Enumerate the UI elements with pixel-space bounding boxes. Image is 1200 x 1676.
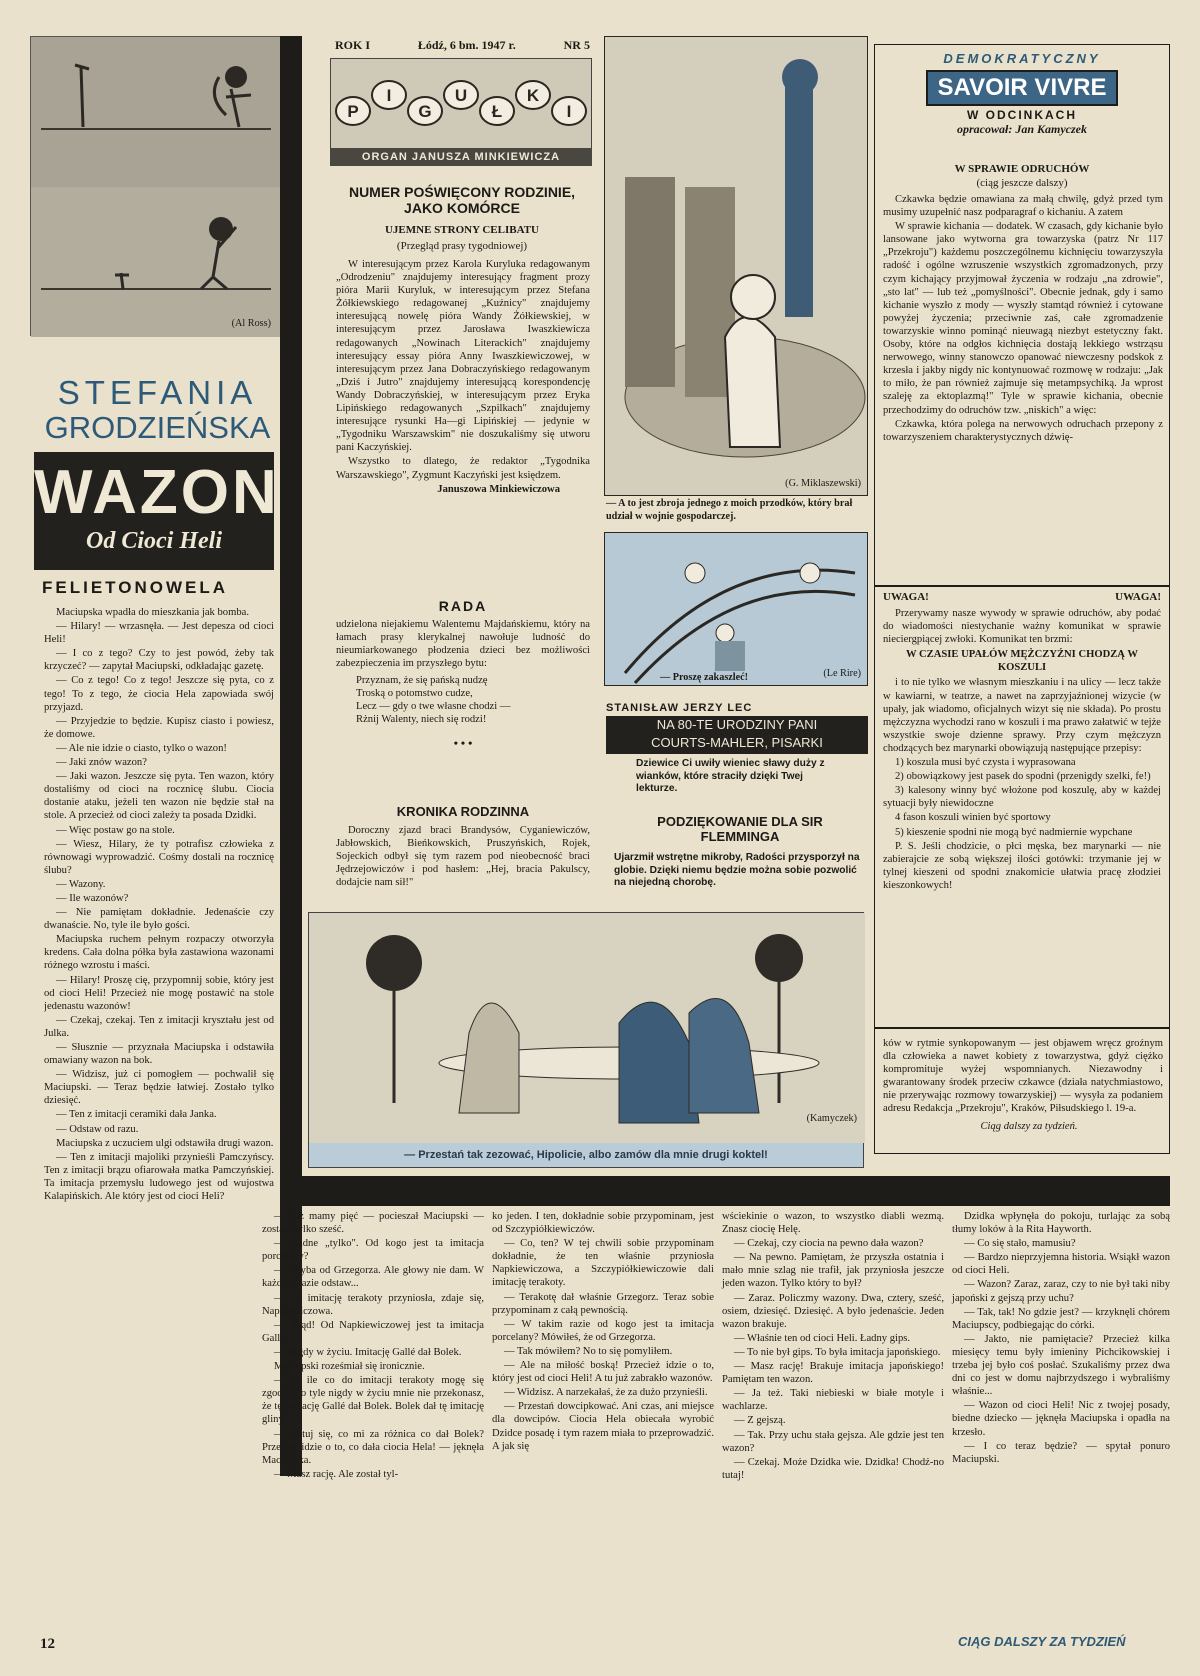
col2-p1: — Już mamy pięć — pocieszał Maciupski — zostało tylko sześć. (262, 1211, 484, 1236)
savoir-title: SAVOIR VIVRE (926, 70, 1119, 106)
rada-block (336, 618, 590, 751)
svg-text:G: G (418, 102, 432, 121)
col3-p4: — W takim razie od kogo jest ta imitacja porcelany? Mówiłeś, że od Grzegorza. (492, 1318, 714, 1343)
kronika-block (336, 824, 590, 890)
col2-p5: — Skąd! Od Napkiewiczowej jest ta imitacja Gallé. (262, 1319, 484, 1344)
col4-p7: — Masz rację! Brakuje imitacja japońskiego! Pamiętam ten wazon. (722, 1361, 944, 1386)
col2-p2: — Ładne „tylko". Od kogo jest ta imitacja porcelany? (262, 1238, 484, 1263)
masthead (335, 38, 590, 53)
col4-p5: — Właśnie ten od cioci Heli. Ładny gips. (734, 1332, 911, 1344)
col4-p3: — Na pewno. Pamiętam, że przyszła ostatnia i mało mnie szlag nie trafił, jak przyniosła jeszcze jeden wazon. Tylko który to był? (722, 1252, 944, 1290)
lec-author: STANISŁAW JERZY LEC (606, 702, 753, 714)
story-p7: — Jaki znów wazon? (56, 757, 147, 769)
story-p21: Maciupska z uczuciem ulgi odstawiła drugi wazon. (56, 1137, 274, 1149)
odruchy-p2: W sprawie kichania — dodatek. W czasach, gdy kichanie było lansowane jako wytworna gra towarzyska (patrz Nr 117 „Przekroju") każdemu poszczególnemu kichnięciu towarzyszyła radość i ogólne wzruszenie wszystkich zgromadzonych, przy czym kichający przyjmował życzenia w rodzaju „na zdrowie", „sto lat" — lub też „pomyślności". Obecnie jednak, gdy i samo kichanie wyszło z mody — wyszły stamtąd również i cytowane powyżej życzenia; przeciwnie zaś, całe zgromadzenie towarzyskie winno pominąć nieuwagą niezbyt estetyczny fakt. Osoby, które na odgłos kichnięcia dostają lekkiego wstrząsu nerwowego, winny stanowczo opanować niewczesny podskok z krzesła i jakby nigdy nic kontynuować rozmowę w rodzaju: „Jak to miło, że pan również zajmuje się metampsychiką. Ja wprost szaleję za ektoplazmą!" Tyle w sprawie kichania, obecnie przechodzimy do odruchów tzw. „niskich" a więc: (883, 221, 1163, 416)
savoir-continued (883, 1037, 1163, 1134)
svg-text:P: P (347, 102, 359, 121)
doctor-caption: — Proszę zakaszleć! (660, 672, 749, 683)
story-p17: — Słusznie — przyznała Maciupska i odstawiła omawiany wazon na bok. (44, 1042, 274, 1067)
pill-letter (552, 97, 586, 125)
cartoon-credit: (Al Ross) (231, 318, 271, 330)
story-p6: — Ale nie idzie o ciasto, tylko o wazon! (56, 742, 227, 754)
poem-line-4: Rżnij Walenty, niech się rodzi! (356, 714, 487, 726)
lec-title-2: COURTS-MAHLER, PISARKI (651, 735, 823, 750)
continued-footer: CIĄG DALSZY ZA TYDZIEŃ (958, 1634, 1126, 1649)
uwaga-body: Przerywamy nasze wywody w sprawie odruchów, aby podać do wiadomości niestychanie ważny komunikat w sprawie nieciergpiącej zwłoki. Komunikat ten brzmi: (883, 608, 1161, 646)
story-column-5 (952, 1210, 1170, 1467)
col3-p1: ko jeden. I ten, dokładnie sobie przypominam, jest od Szczypiółkiewiczów. (492, 1211, 714, 1236)
col5-p3: — Bardzo nieprzyjemna historia. Wsiąkł wazon od cioci Heli. (952, 1252, 1170, 1277)
rule-1: 1) koszula musi być czysta i wyprasowana (895, 757, 1076, 769)
kronika-body: Doroczny zjazd braci Brandysów, Cyganiewiczów, Jabłowskich, Bieńkowskich, Pruszyńskich, Rojek, Sojeckich odbył się tym razem pod nieobecność braci Jędrzejowiczów i pod hasłem: „Hej, bracia Pakulscy, dodajcie nam sił!" (336, 825, 590, 889)
podziekowanie-title: PODZIĘKOWANIE DLA SIR FLEMMINGA (657, 814, 823, 844)
story-p13: — Nie pamiętam dokładnie. Jedenaście czy dwanaście. No, tyle ile było gości. (44, 907, 274, 932)
col2-p9: — Zlituj się, co mi za różnica co dał Bolek? Przecież idzie o to, co dała ciocia Hela! — jęknęła Maciupska. (262, 1428, 484, 1466)
rule-4: 4 fason koszuli winien być sportowy (895, 812, 1051, 824)
story-p22: — Ten z imitacji majoliki przynieśli Pamczyńscy. Ten z imitacji brązu ofiarowała matka Pamczyńskiej. Ta imitacja przemysłu ludowego jest od wujostwa Kalapińskich. Ale który jest od cioci Heli? (44, 1151, 274, 1203)
col5-p8: — I co teraz będzie? — spytał ponuro Maciupski. (952, 1440, 1170, 1465)
savoir-byline: opracował: Jan Kamyczek (957, 122, 1087, 136)
uwaga-box (875, 585, 1169, 1029)
poem-line-3: Lecz — gdy o twe własne chodzi — (356, 701, 511, 713)
pigulki-subhead2: (Przegląd prasy tygodniowej) (396, 240, 528, 252)
svg-text:K: K (526, 86, 540, 105)
doctor-credit: (Le Rire) (823, 668, 861, 680)
pill-letter (480, 97, 514, 125)
wide-cartoon (308, 912, 864, 1168)
col5-p1: Dzidka wpłynęła do pokoju, turlając za sobą tłumy loków à la Rita Hayworth. (952, 1211, 1170, 1236)
masthead-date: Łódź, 6 bm. 1947 r. (417, 38, 516, 52)
masthead-year: ROK I (335, 38, 371, 52)
upaly-ps: P. S. Jeśli chodzicie, o płci męska, bez marynarki — nie zabierajcie ze sobą większej ilości gotówki: trzymanie jej w tylnej kieszeni od spodni znakomicie ułatwia pracę złodziei kieszonkowych! (883, 840, 1161, 891)
col4-p4: — Zaraz. Policzmy wazony. Dwa, cztery, sześć, osiem, dziesięć. Dziesięć. A było jedenaście. Jeden wazon brakuje. (722, 1292, 944, 1330)
story-p20: — Odstaw od razu. (56, 1123, 139, 1135)
story-title: WAZON (34, 458, 280, 527)
rule-5: 5) kieszenie spodni nie mogą być nadmiernie wypchane (895, 826, 1133, 838)
col4-p10: — Tak. Przy uchu stała gejsza. Ale gdzie jest ten wazon? (722, 1429, 944, 1454)
pill-letter (336, 97, 370, 125)
col5-p5: — Tak, tak! No gdzie jest? — krzyknęli chórem Maciupscy, podbiegając do córki. (952, 1306, 1170, 1331)
pigulki-body-p1: W interesującym przez Karola Kuryluka redagowanym „Odrodzeniu" znajdujemy interesujący fragment prozy pióra Marii Kuryluk, w interesującym przez Stefana Żółkiewskiego redagowanej „Kuźnicy" znajdujemy interesującą nowelę pióra Wandy Żółkiewskiej, w interesującym przez Jarosława Iwaszkiewicza redagowanych „Nowinach Literackich" znajdujemy interesujący essay pióra Anny Iwaszkiewiczowej, w interesującym przez Jana Dobraczyńskiego redagowanym „Dziś i Jutro" znajdujemy interesującą korespondencję Wandy Dobraczyńskiej, w interesującym przez Eryka Lipińskiego redagowanych „Szpilkach" znajdujemy interesujące rysunki Ha—gi Lipińskiej — jedynie w „Tygodniku Warszawskim" nie doszukaliśmy się utworu pani Kaczyńskiej. (336, 259, 590, 454)
col4-p9: — Z gejszą. (734, 1415, 786, 1427)
rule-3: 3) kalesony winny być włożone pod koszulę, aby w każdej sytuacji były niewidoczne (883, 785, 1161, 810)
story-subtitle: Od Cioci Heli (86, 528, 222, 554)
story-p15: — Hilary! Proszę cię, przypomnij sobie, który jest od cioci Heli! Przecież nie mogę postawić na stole jedenastu wazonów! (44, 974, 274, 1012)
rada-title: RADA (438, 598, 488, 614)
col4-p8: — Ja też. Taki niebieski w białe motyle i wachlarze. (722, 1388, 944, 1413)
col4-p6: — To nie był gips. To była imitacja japońskiego. (734, 1346, 941, 1358)
lec-poem: Dziewice Ci uwiły wieniec sławy duży z wianków, które straciły dzięki Twej lekturze. (636, 758, 825, 795)
story-p9: — Więc postaw go na stole. (56, 824, 175, 836)
odruchy-title: W SPRAWIE ODRUCHÓW (954, 163, 1090, 175)
story-p4: — Co z tego! Co z tego! Jeszcze się pyta, co z tego! To z tego, że ciocia Hela zapowiada swój przyjazd. (44, 675, 274, 713)
poem-line-1: Przyznam, że się pańską nudzę (356, 675, 488, 687)
uwaga-left: UWAGA! (883, 591, 929, 603)
story-column-1 (44, 606, 274, 1606)
savoir-column (874, 44, 1170, 1154)
pigulki-signature: Januszowa Minkiewiczowa (437, 483, 560, 495)
story-p2: — Hilary! — wrzasnęła. — Jest depesza od cioci Heli! (44, 621, 274, 646)
savoir-header (883, 51, 1161, 159)
odruchy-sub: (ciąg jeszcze dalszy) (976, 177, 1068, 189)
armor-cartoon (604, 36, 868, 496)
page-number: 12 (40, 1636, 55, 1652)
story-p12: — Ile wazonów? (56, 892, 129, 904)
wide-cartoon-credit: (Kamyczek) (806, 1113, 857, 1124)
col2-p4: — Tę imitację terakoty przyniosła, zdaje się, Napkiewiczowa. (262, 1292, 484, 1317)
pigulki-body (336, 258, 590, 497)
pigulki-headline: NUMER POŚWIĘCONY RODZINIE, JAKO KOMÓRCE (348, 184, 576, 216)
col3-p2: — Co, ten? W tej chwili sobie przypominam dokładnie, że ten właśnie przyniosła Napkiewiczowa, a Szczypiółkiewiczowie dali imitację terakoty. (492, 1238, 714, 1289)
pigulki-body-p2: Wszystko to dlatego, że redaktor „Tygodnika Warszawskiego", Zygmunt Kaczyński jest księdzem. (336, 456, 590, 481)
story-p1: Maciupska wpadła do mieszkania jak bomba. (56, 607, 249, 618)
author-last-name: GRODZIEŃSKA (44, 410, 271, 445)
story-p11: — Wazony. (56, 878, 106, 890)
svg-text:Ł: Ł (491, 102, 503, 121)
genre-label: FELIETONOWELA (42, 578, 229, 597)
archer-cartoon (31, 37, 281, 337)
rule-2: 2) obowiązkowy jest pasek do spodni (przenigdy szelki, fe!) (895, 771, 1151, 783)
col3-p5: — Tak mówiłem? No to się pomyliłem. (504, 1345, 673, 1357)
svg-text:I: I (566, 102, 572, 121)
col2-p10: — Masz rację. Ale został tyl- (274, 1468, 399, 1480)
masthead-issue: NR 5 (563, 38, 590, 52)
col5-p7: — Wazon od cioci Heli! Nic z twojej posady, biedne dziecko — jęknęła Maciupska i opadła na krzesło. (952, 1400, 1170, 1438)
rada-poem (336, 674, 590, 726)
lec-title-1: NA 80-TE URODZINY PANI (656, 717, 818, 732)
col2-p3: — Chyba od Grzegorza. Ale głowy nie dam. W każdym razie odstaw... (262, 1265, 484, 1290)
armor-drawing (605, 37, 868, 496)
odruchy-p1: Czkawka będzie omawiana za małą chwilę, gdyż przed tym musimy uzupełnić nasz podparagraf o kichaniu. A zatem (883, 194, 1163, 219)
savoir-next: Ciąg dalszy za tydzień. (980, 1120, 1078, 1132)
organ-banner: ORGAN JANUSZA MINKIEWICZA (330, 148, 592, 166)
author-first-name: STEFANIA (57, 374, 258, 411)
rada-body: udzielona niejakiemu Walentemu Majdańskiemu, który na łamach prasy klerykalnej nawołuje ludność do nieumiarkowanego płodzenia dzieci bez możliwości zabezpieczenia im przyszłego bytu: (336, 619, 590, 670)
col5-p6: — Jakto, nie pamiętacie? Przecież kilka miesięcy temu były imieniny Pichcikowskiej i trzeba jej było coś posłać. Szukaliśmy przez dwa dni co jest w domu najbrzydszego i wybraliśmy właśnie... (952, 1333, 1170, 1398)
col3-p3: — Terakotę dał właśnie Grzegorz. Teraz sobie przypominam z całą pewnością. (492, 1291, 714, 1316)
lec-title-box (606, 716, 868, 754)
pill-letter (444, 81, 478, 109)
uwaga-right: UWAGA! (1115, 591, 1161, 603)
col3-p7: — Widzisz. A narzekałaś, że za dużo przynieśli. (504, 1387, 708, 1399)
odruchy-p3: Czkawka, która polega na nerwowych odruchach przepony z towarzyszeniem charakterystycznych dźwię- (883, 418, 1163, 443)
svg-text:I: I (386, 86, 392, 105)
story-p8: — Jaki wazon. Jeszcze się pyta. Ten wazon, który dostaliśmy od cioci na rocznicę ślubu. Ciocia dostanie ataku, jeżeli ten wazon nie będzie stał na stole. A przecież od cioci zależy ta posada Dzidki. (44, 771, 274, 822)
story-column-2 (262, 1210, 484, 1482)
title-block (34, 452, 280, 570)
left-cartoon (30, 36, 280, 336)
kronika-title: KRONIKA RODZINNA (396, 804, 530, 819)
upaly-title: W CZASIE UPAŁÓW MĘŻCZYŹNI CHODZĄ W KOSZULI (905, 649, 1139, 674)
doctor-cartoon (604, 532, 868, 686)
separator-stars: • • • (453, 736, 473, 751)
pill-letter (408, 97, 442, 125)
col5-p4: — Wazon? Zaraz, zaraz, czy to nie był taki niby japoński z gejszą przy uchu? (952, 1279, 1170, 1304)
horizontal-bar (280, 1176, 1170, 1206)
story-column-3 (492, 1210, 714, 1454)
col5-p2: — Co się stało, mamusiu? (964, 1238, 1076, 1250)
upaly-body: i to nie tylko we własnym mieszkaniu i na ulicy — lecz także w kawiarni, w teatrze, a nawet na zaprzyjaźnionej wizycie (w upały, jak wiadomo, oficjalnych wizyt się nie składa). Po prostu mężczyzna wychodzi rano w koszuli i ma prawo załatwić w tejże wszystkie swoje dzienne sprawy. Przy czym mężczyzn chodzących bez marynarki obowiązują następujące przepisy: (883, 677, 1161, 754)
wide-cartoon-caption: — Przestań tak zezować, Hipolicie, albo zamów dla mnie drugi koktel! (309, 1143, 863, 1167)
story-p16: — Czekaj, czekaj. Ten z imitacji kryształu jest od Julka. (44, 1014, 274, 1039)
cafe-drawing (309, 913, 865, 1143)
story-p19: — Ten z imitacji ceramiki dała Janka. (56, 1109, 217, 1121)
col2-p7: Maciupski roześmiał się ironicznie. (274, 1361, 425, 1373)
story-p5: — Przyjedzie to będzie. Kupisz ciasto i powiesz, że domowe. (44, 715, 274, 740)
col4-p2: — Czekaj, czy ciocia na pewno dała wazon? (734, 1238, 924, 1250)
uwaga-body-wrap (883, 607, 1161, 893)
podziekowanie-poem: Ujarzmił wstrętne mikroby, Radości przysporzył na globie. Dzięki niemu będzie można sobie pozwolić na niejedną chorobę. (614, 852, 860, 889)
story-p14: Maciupska ruchem pełnym rozpaczy otworzyła kredens. Cała dolna półka była zastawiona wazonami różnego wzrostu i maści. (44, 934, 274, 972)
col4-p1: wściekinie o wazon, to wszystko diabli wezmą. Znasz ciocię Helę. (722, 1211, 944, 1236)
pigulki-subhead: UJEMNE STRONY CELIBATU (384, 224, 540, 236)
savoir-cont: ków w rytmie synkopowanym — jest objawem wręcz groźnym dla człowieka a nawet kobiety z towarzystwa, gdyż ciężko kompromituje wyżej wspomnianych. Niezawodny i gwarantowany środek przeciw czkawce (działa natychmiastowo, nie przerywając rozmowy towarzyskiej) — wysyła za podaniem adresu Redakcja „Przekroju", Kraków, Piłsudskiego l. 19-a. (883, 1038, 1163, 1115)
savoir-top: DEMOKRATYCZNY (943, 51, 1101, 66)
story-p18: — Widzisz, już ci pomogłem — pochwalił się Maciupski. — Teraz będzie łatwiej. Zostało tylko dziesięć. (44, 1069, 274, 1107)
col3-p8: — Przestań dowcipkować. Ani czas, ani miejsce dla dowcipów. Ciocia Hela obiecała wyrobić Dzidce posadę i tym razem miała to przeprowadzić. A jak się (492, 1401, 714, 1452)
col4-p11: — Czekaj. Może Dzidka wie. Dzidka! Chodź-no tutaj! (722, 1456, 944, 1481)
pill-letter (516, 81, 550, 109)
armor-caption: — A to jest zbroja jednego z moich przodków, który brał udział w wojnie gospodarczej. (606, 498, 853, 522)
col2-p6: — Nigdy w życiu. Imitację Gallé dał Bolek. (274, 1346, 462, 1358)
story-p3: — I co z tego? Czy to jest powód, żeby tak krzyczeć? — zapytał Maciupski, odkładając gazetę. (44, 648, 274, 673)
story-column-4 (722, 1210, 944, 1483)
col3-p6: — Ale na miłość boską! Przecież idzie o to, który jest od cioci Heli! A tu już zabrakło wazonów. (492, 1360, 714, 1385)
poem-line-2: Troską o potomstwo cudze, (356, 688, 473, 700)
armor-credit: (G. Miklaszewski) (785, 478, 861, 490)
odruchy-body (883, 193, 1163, 445)
story-p10: — Wiesz, Hilary, że ty potrafisz człowieka z równowagi wyprowadzić. Cośmy dostali na rocznicę ślubu? (44, 838, 274, 876)
doctor-drawing (605, 533, 868, 686)
svg-text:U: U (454, 86, 468, 105)
savoir-sub: W ODCINKACH (967, 108, 1077, 122)
pill-letter (372, 81, 406, 109)
col2-p8: — O ile co do imitacji terakoty mogę się zgodzić, o tyle nigdy w życiu mnie nie przekonasz, że tę imitację Gallé dał Bolek. Bolek dał tę imitację gliny. (262, 1375, 484, 1426)
